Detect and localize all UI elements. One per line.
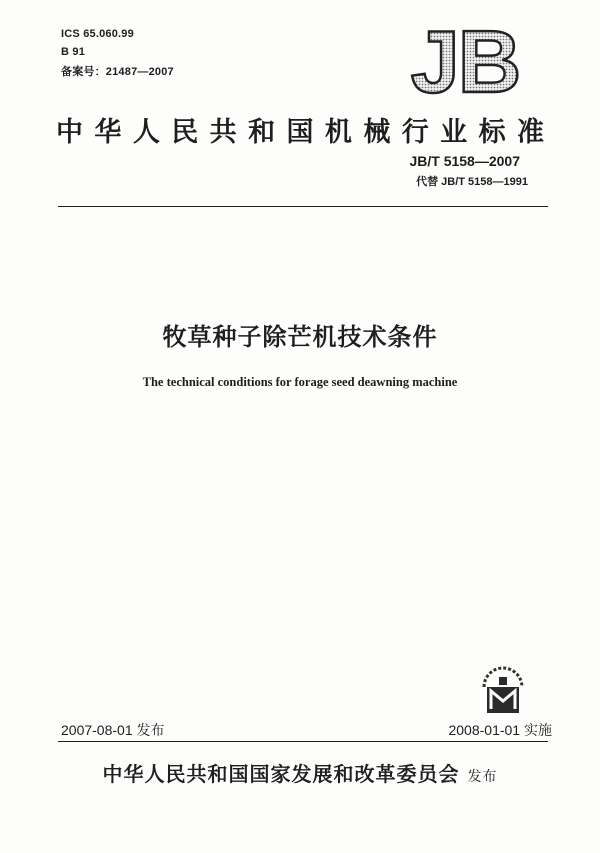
implementation-date: 2008-01-01 实施: [448, 722, 552, 738]
issuing-authority: [0, 758, 600, 787]
replaced-standard: 代替 JB/T 5158—1991: [416, 176, 528, 188]
document-title-english: The technical conditions for forage seed deawning machine: [142, 375, 458, 389]
bottom-divider: [58, 741, 548, 742]
issuing-industry-title: 中华人民共和国机械行业标准: [56, 117, 546, 148]
seal-icon: [478, 665, 528, 717]
standard-number: JB/T 5158—2007: [409, 153, 520, 169]
document-title-chinese: 牧草种子除芒机技术条件: [162, 323, 438, 351]
issuer-suffix: 发布: [467, 769, 498, 785]
ics-code: ICS 65.060.99: [61, 28, 134, 40]
record-number: 备案号：21487—2007: [61, 66, 174, 78]
top-divider: [58, 206, 548, 207]
publish-date: 2007-08-01 发布: [61, 722, 165, 738]
jb-logo-icon: [403, 20, 528, 100]
issuer-name: 中华人民共和国国家发展和改革委员会: [102, 762, 460, 786]
classification-code: B 91: [61, 46, 86, 58]
svg-text:JB: JB: [410, 20, 520, 100]
